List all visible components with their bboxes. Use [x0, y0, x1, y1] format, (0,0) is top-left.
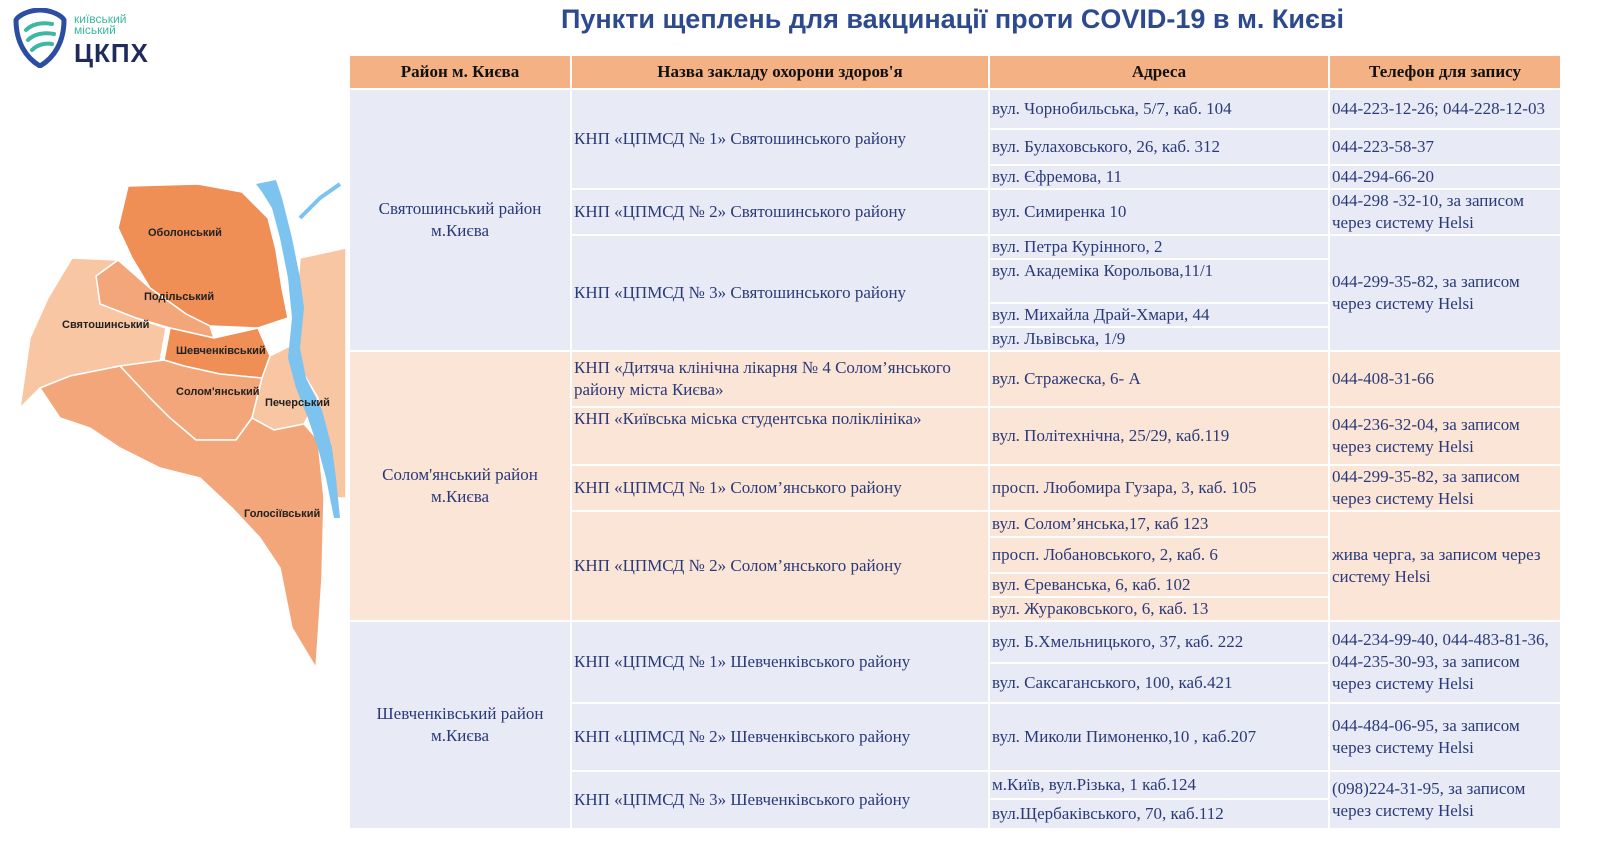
- address-cell: вул. Академіка Корольова,11/1: [989, 259, 1329, 303]
- river-branch: [300, 184, 340, 218]
- header-facility: Назва закладу охорони здоров'я: [571, 55, 989, 89]
- header-address: Адреса: [989, 55, 1329, 89]
- map-label-sviatoshynskyi: Святошинський: [62, 319, 150, 331]
- logo-abbreviation: ЦКПХ: [74, 38, 149, 68]
- address-cell: просп. Любомира Гузара, 3, каб. 105: [989, 465, 1329, 511]
- address-cell: вул. Петра Курінного, 2: [989, 235, 1329, 259]
- phone-cell: (098)224-31-95, за записом через систему Helsi: [1329, 771, 1561, 829]
- address-cell: вул. Львівська, 1/9: [989, 327, 1329, 351]
- address-cell: вул. Симиренка 10: [989, 189, 1329, 235]
- district-cell: Святошинський район м.Києва: [349, 89, 571, 351]
- phone-cell: 044-234-99-40, 044-483-81-36, 044-235-30-93, за записом через систему Helsi: [1329, 621, 1561, 703]
- map-label-pecherskyi: Печерський: [265, 397, 330, 409]
- logo-subtitle: київський міський: [74, 12, 127, 37]
- address-cell: вул. Стражеска, 6- А: [989, 351, 1329, 407]
- phone-cell: 044-236-32-04, за записом через систему Helsi: [1329, 407, 1561, 465]
- header-district: Район м. Києва: [349, 55, 571, 89]
- phone-cell: 044-294-66-20: [1329, 165, 1561, 189]
- address-cell: вул. Миколи Пимоненко,10 , каб.207: [989, 703, 1329, 771]
- facility-cell: КНП «ЦПМСД № 1» Святошинського району: [571, 89, 989, 189]
- district-cell: Солом'янський район м.Києва: [349, 351, 571, 621]
- vaccination-points-table: [348, 54, 1562, 830]
- address-cell: вул.Щербаківського, 70, каб.112: [989, 799, 1329, 829]
- facility-cell: КНП «ЦПМСД № 3» Святошинського району: [571, 235, 989, 351]
- map-label-obolonskyi: Оболонський: [148, 227, 222, 239]
- map-label-solomianskyi: Солом'янський: [176, 386, 260, 398]
- address-cell: вул. Б.Хмельницького, 37, каб. 222: [989, 621, 1329, 663]
- facility-cell: КНП «ЦПМСД № 2» Святошинського району: [571, 189, 989, 235]
- address-cell: вул. Михайла Драй-Хмари, 44: [989, 303, 1329, 327]
- facility-cell: КНП «ЦПМСД № 1» Солом’янського району: [571, 465, 989, 511]
- logo: [12, 8, 162, 70]
- facility-cell: КНП «ЦПМСД № 3» Шевченківського району: [571, 771, 989, 829]
- address-cell: м.Київ, вул.Різька, 1 каб.124: [989, 771, 1329, 799]
- address-cell: вул. Жураковського, 6, каб. 13: [989, 597, 1329, 621]
- address-cell: вул. Чорнобильська, 5/7, каб. 104: [989, 89, 1329, 129]
- map-regions: [20, 184, 346, 668]
- address-cell: просп. Лобановського, 2, каб. 6: [989, 537, 1329, 573]
- phone-cell: 044-223-58-37: [1329, 129, 1561, 165]
- phone-cell: 044-299-35-82, за записом через систему Helsi: [1329, 235, 1561, 351]
- phone-cell: жива черга, за записом через систему Helsi: [1329, 511, 1561, 621]
- page-title: Пункти щеплень для вакцинації проти COVID-19 в м. Києві: [560, 4, 1345, 34]
- address-cell: вул. Єреванська, 6, каб. 102: [989, 573, 1329, 597]
- address-cell: вул. Саксаганського, 100, каб.421: [989, 663, 1329, 703]
- address-cell: вул. Єфремова, 11: [989, 165, 1329, 189]
- address-cell: вул. Політехнічна, 25/29, каб.119: [989, 407, 1329, 465]
- facility-cell: КНП «ЦПМСД № 2» Шевченківського району: [571, 703, 989, 771]
- shield-logo-icon: [12, 8, 68, 68]
- table-row: [349, 351, 1561, 407]
- map-label-podilskyi: Подільський: [144, 291, 215, 303]
- address-cell: вул. Булаховського, 26, каб. 312: [989, 129, 1329, 165]
- phone-cell: 044-299-35-82, за записом через систему Helsi: [1329, 465, 1561, 511]
- map-label-shevchenkivskyi: Шевченківський: [176, 345, 266, 357]
- facility-cell: КНП «Київська міська студентська поліклініка»: [571, 407, 989, 465]
- phone-cell: 044-408-31-66: [1329, 351, 1561, 407]
- facility-cell: КНП «ЦПМСД № 1» Шевченківського району: [571, 621, 989, 703]
- facility-cell: КНП «ЦПМСД № 2» Солом’янського району: [571, 511, 989, 621]
- phone-cell: 044-223-12-26; 044-228-12-03: [1329, 89, 1561, 129]
- kyiv-districts-map: [0, 178, 346, 678]
- table-row: [349, 89, 1561, 129]
- address-cell: вул. Солом’янська,17, каб 123: [989, 511, 1329, 537]
- table-header-row: [349, 55, 1561, 89]
- table-row: [349, 621, 1561, 663]
- map-label-holosiivskyi: Голосіївський: [244, 508, 321, 520]
- phone-cell: 044-298 -32-10, за записом через систему Helsi: [1329, 189, 1561, 235]
- facility-cell: КНП «Дитяча клінічна лікарня № 4 Солом’янського району міста Києва»: [571, 351, 989, 407]
- phone-cell: 044-484-06-95, за записом через систему Helsi: [1329, 703, 1561, 771]
- header-phone: Телефон для запису: [1329, 55, 1561, 89]
- district-cell: Шевченківський район м.Києва: [349, 621, 571, 829]
